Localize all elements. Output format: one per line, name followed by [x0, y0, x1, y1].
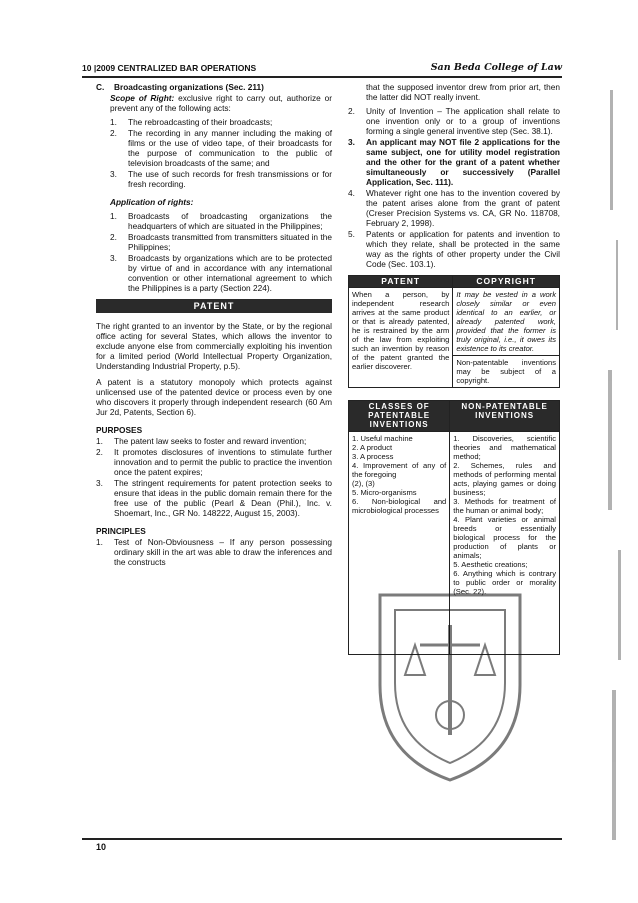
- scope-text: exclusive right to carry out, authorize or prevent any of the following acts:: [110, 93, 332, 113]
- scope-label: Scope of Right:: [110, 93, 175, 103]
- list-item: 2. It promotes disclosures of inventions to stimulate further innovation and to permit the public to practice the invention once the patent expires;: [96, 447, 332, 477]
- table-header-patent: PATENT: [349, 276, 453, 288]
- list-item: 1. The patent law seeks to foster and reward invention;: [96, 436, 307, 446]
- list-item: 1. The rebroadcasting of their broadcasts;: [110, 117, 273, 127]
- scope-list: [110, 117, 332, 189]
- patentable-list-cell: 1. Useful machine 2. A product 3. A process 4. Improvement of any of the foregoing (2), (3) 5. Micro-organisms 6. Non-biological and microbiological processes: [349, 432, 450, 655]
- application-label: Application of rights:: [110, 197, 194, 207]
- principles-heading: PRINCIPLES: [96, 526, 146, 536]
- purposes-list: [96, 436, 332, 518]
- left-column: [96, 82, 332, 568]
- list-item: 4. Whatever right one has to the invention covered by the patent arises alone from the grant of patent (Creser Precision Systems vs. CA, GR No. 118708, February 2, 1998).: [348, 188, 560, 228]
- non-patentable-list-cell: 1. Discoveries, scientific theories and mathematical method; 2. Schemes, rules and methods of performing mental acts, playing games or doing business; 3. Methods for treatment of the human or animal body; 4. Plant varieties or animal breeds or essentially biological process for the production of plants or animals; 5. Aesthetic creations; 6. Anything which is contrary to public order or morality (Sec. 22).: [450, 432, 560, 655]
- application-list: [110, 211, 332, 293]
- patent-definition: The right granted to an inventor by the State, or by the regional office acting for several States, which allows the inventor to exclude anyone else from commercially exploiting his invention for a limited period (World Intellectual Property Organization, Understanding Industrial Property, p.5).: [96, 321, 332, 371]
- header-title: 10 |2009 CENTRALIZED BAR OPERATIONS: [82, 63, 257, 73]
- page-number: 10: [96, 842, 107, 852]
- college-seal-watermark: [360, 565, 540, 785]
- table-header-patentable: CLASSES OF PATENTABLE INVENTIONS: [349, 401, 450, 432]
- list-item: 1. Broadcasts of broadcasting organizations the headquarters of which are situated in the Philippines;: [110, 211, 332, 231]
- list-item: 3. An applicant may NOT file 2 applications for the same subject, one for utility model registration and the other for the grant of a patent whether simultaneously or successively (Parallel Application, Sec. 111).: [348, 137, 560, 187]
- purposes-heading: PURPOSES: [96, 425, 143, 435]
- principles-list: [96, 537, 332, 567]
- footer-rule: [82, 838, 562, 840]
- list-item: 3. The stringent requirements for patent protection seeks to ensure that ideas in the public domain remain there for the free use of the public (Pearl & Dean (Phil.), Inc. v. Shoemart, Inc., GR No. 148222, August 15, 2003).: [96, 478, 332, 518]
- patent-vs-copyright-table: [348, 275, 560, 388]
- continued-text: that the supposed inventor drew from prior art, then the latter did NOT really invent.: [366, 82, 560, 102]
- scan-margin-artifact: [604, 80, 630, 860]
- list-item: 1. Test of Non-Obviousness – If any person possessing ordinary skill in the art was able to draw the inferences and the constructs: [96, 537, 332, 567]
- section-c-heading: C. Broadcasting organizations (Sec. 211): [96, 82, 264, 92]
- list-item: 3. Broadcasts by organizations which are to be protected by virtue of and in accordance with any international convention or other international agreement to which the Philippines is a party (Section 224).: [110, 253, 332, 293]
- statutory-monopoly-paragraph: A patent is a statutory monopoly which protects against unlicensed use of the patented device or process even by one who discovers it properly through independent research (60 Am Jur 2d, Patents, Section 6).: [96, 377, 332, 417]
- list-item: 2. Broadcasts transmitted from transmitters situated in the Philippines;: [110, 232, 332, 252]
- table-cell: When a person, by independent research arrives at the same product or that is already patented, he is restrained by the arm of the law from exploiting such an invention by reason of the patent granted the earlier discoverer.: [349, 288, 453, 388]
- scope-paragraph: [110, 93, 332, 113]
- list-item: 5. Patents or application for patents and invention to which they relate, shall be protected in the same way as the rights of other property under the Civil Code (Sec. 103.1).: [348, 229, 560, 269]
- list-item: 2. Unity of Invention – The application shall relate to one invention only or to a group of inventions forming a single general inventive step (Sec. 38.1).: [348, 106, 560, 136]
- table-cell: It may be vested in a work closely similar or even identical to an earlier, or already patented work, provided that the former is truly original, i.e., it owes its existence to its creator.: [453, 288, 560, 356]
- table-cell: Non-patentable inventions may be subject of a copyright.: [453, 356, 560, 388]
- list-item: 3. The use of such records for fresh transmissions or for fresh recording.: [110, 169, 332, 189]
- table-row: [349, 288, 560, 356]
- patent-section-bar: PATENT: [96, 299, 332, 313]
- header-college-name: San Beda College of Law: [430, 62, 562, 73]
- running-header: [82, 63, 562, 75]
- principles-continued-list: [348, 106, 560, 269]
- header-rule: [82, 76, 562, 78]
- list-item: 2. The recording in any manner including the making of films or the use of video tape, of their broadcasts for the purpose of communication to the public of television broadcasts of the same; and: [110, 128, 332, 168]
- table-header-copyright: COPYRIGHT: [453, 276, 560, 288]
- table-header-non-patentable: NON-PATENTABLE INVENTIONS: [450, 401, 560, 432]
